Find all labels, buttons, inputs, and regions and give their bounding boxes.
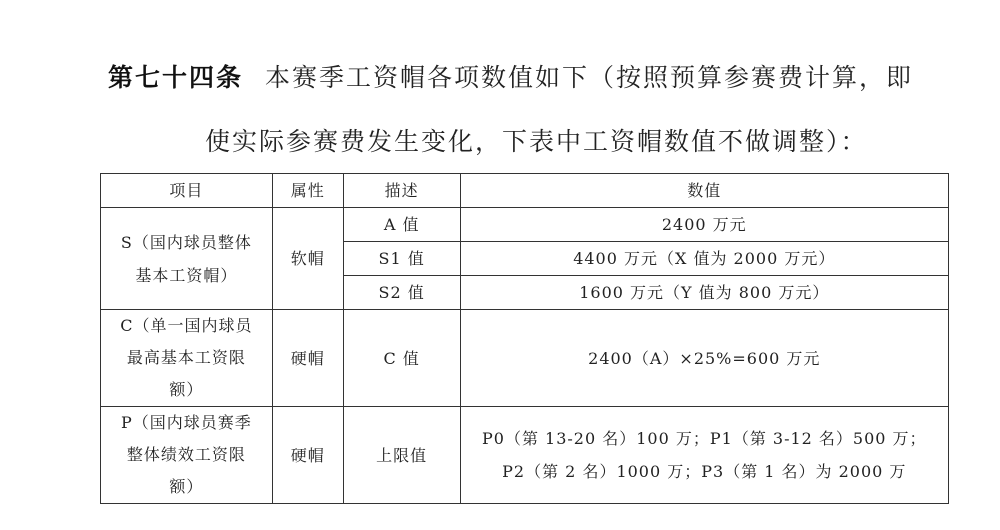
table-row <box>101 310 949 407</box>
salary-cap-table <box>100 173 949 504</box>
p-item-line3: 额） <box>169 477 204 496</box>
header-item: 项目 <box>101 174 273 208</box>
s-item-cell <box>101 208 273 310</box>
s-s2-desc: S2 值 <box>343 276 460 310</box>
c-item-cell <box>101 310 273 407</box>
s-a-desc: A 值 <box>343 208 460 242</box>
p-value-line2: P2（第 2 名）1000 万；P3（第 1 名）为 2000 万 <box>502 462 907 481</box>
s-s1-value: 4400 万元（X 值为 2000 万元） <box>460 242 948 276</box>
article-number: 第七十四条 <box>108 63 244 92</box>
p-item-cell <box>101 407 273 504</box>
table-row <box>101 407 949 504</box>
heading-text-line1: 本赛季工资帽各项数值如下（按照预算参赛费计算，即 <box>265 63 914 92</box>
s-item-line1: S（国内球员整体 <box>120 232 252 252</box>
p-item-line2: 整体绩效工资限 <box>126 445 246 464</box>
p-value-line1: P0（第 13-20 名）100 万；P1（第 3-12 名）500 万； <box>482 429 927 448</box>
header-description: 描述 <box>343 174 460 208</box>
c-item-line1: C（单一国内球员 <box>120 316 253 335</box>
c-desc-cell: C 值 <box>343 310 460 407</box>
p-item-line1: P（国内球员赛季 <box>121 413 252 432</box>
s-item-line2: 基本工资帽） <box>135 265 238 285</box>
c-item-line3: 额） <box>169 380 204 399</box>
s-a-value: 2400 万元 <box>460 208 948 242</box>
s-attribute-cell: 软帽 <box>272 208 343 310</box>
article-heading <box>108 60 913 96</box>
c-attribute-cell: 硬帽 <box>272 310 343 407</box>
c-item-line2: 最高基本工资限 <box>126 348 246 367</box>
s-s2-value: 1600 万元（Y 值为 800 万元） <box>460 276 948 310</box>
p-value-cell <box>460 407 948 504</box>
table-header-row <box>101 174 949 208</box>
heading-text-line2: 使实际参赛费发生变化，下表中工资帽数值不做调整）： <box>205 127 868 156</box>
c-value-cell: 2400（A）×25%=600 万元 <box>460 310 948 407</box>
s-s1-desc: S1 值 <box>343 242 460 276</box>
table-row <box>101 208 949 242</box>
p-desc-cell: 上限值 <box>343 407 460 504</box>
header-value: 数值 <box>460 174 948 208</box>
p-attribute-cell: 硬帽 <box>272 407 343 504</box>
header-attribute: 属性 <box>272 174 343 208</box>
